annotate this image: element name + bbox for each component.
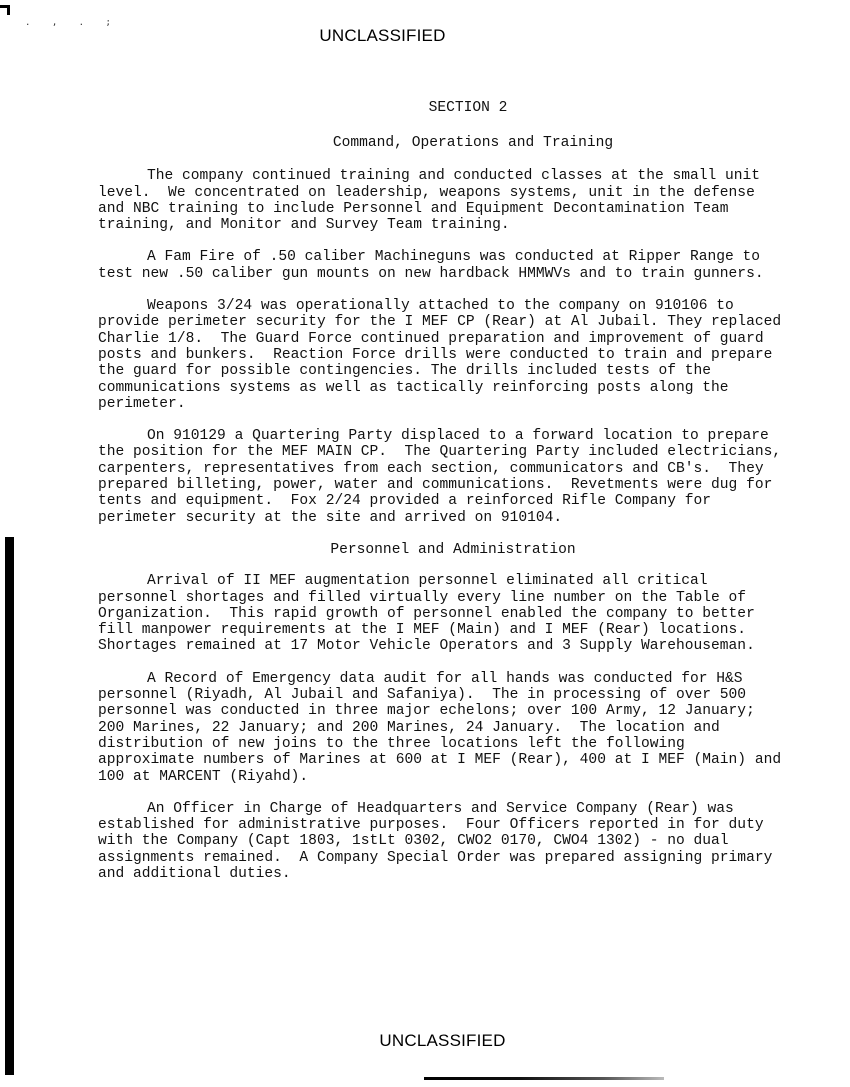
paragraph-fam-fire: A Fam Fire of .50 caliber Machineguns was conducted at Ripper Range to test new .50 caliber gun mounts on new hardback HMMWVs and to train gunners. — [98, 249, 769, 282]
subsection-title: Personnel and Administration — [330, 541, 576, 558]
paragraph-augmentation: Arrival of II MEF augmentation personnel eliminated all critical personnel shortages and filled virtually every line number on the Table of Organization. This rapid growth of personnel enabled the company to better fill manpower requirements at the I MEF (Main) and I MEF (Rear) locations. Shortages remained at 17 Motor Vehicle Operators and 3 Supply Warehouseman. — [98, 573, 764, 655]
paragraph-quartering-party: On 910129 a Quartering Party displaced to a forward location to prepare the position for the MEF MAIN CP. The Quartering Party included electricians, carpenters, representatives from each section, communicators and CB's. They prepared billeting, power, water and communications. Revetments were dug for tents and equipment. Fox 2/24 provided a reinforced Rifle Company for perimeter security at the site and arrived on 910104. — [98, 428, 790, 526]
paragraph-weapons-attachment: Weapons 3/24 was operationally attached to the company on 910106 to provide perimeter security for the I MEF CP (Rear) at Al Jubail. They replaced Charlie 1/8. The Guard Force continued preparation and improvement of guard posts and bunkers. Reaction Force drills were conducted to train and prepare the guard for possible contingencies. The drills included tests of the communications systems as well as tactically reinforcing posts along the perimeter. — [98, 298, 790, 412]
classification-footer: UNCLASSIFIED — [379, 1031, 506, 1050]
paragraph-record-audit: A Record of Emergency data audit for all hands was conducted for H&S personnel (Riyadh, Al Jubail and Safaniya). The in processing of over 500 personnel was conducted in three major echelons; over 100 Army, 12 January; 200 Marines, 22 January; and 200 Marines, 24 January. The location and distribution of new joins to the three locations left the following approximate numbers of Marines at 600 at I MEF (Rear), 400 at I MEF (Main) and 100 at MARCENT (Riyahd). — [98, 670, 790, 785]
scan-edge-left — [5, 537, 14, 1075]
section-number: SECTION 2 — [428, 100, 508, 116]
scan-specks: . , . ; — [25, 18, 119, 28]
scan-edge-bottom — [424, 1077, 664, 1080]
paragraph-training: The company continued training and conducted classes at the small unit level. We concentrated on leadership, weapons systems, unit in the defense and NBC training to include Personnel and Equipment Decontamination Team training, and Monitor and Survey Team training. — [98, 168, 769, 234]
classification-header: UNCLASSIFIED — [319, 26, 446, 45]
section-title: Command, Operations and Training — [332, 135, 614, 151]
paragraph-officer-in-charge: An Officer in Charge of Headquarters and Service Company (Rear) was established for administrative purposes. Four Officers reported in for duty with the Company (Capt 1803, 1stLt 0302, CWO2 0170, CWO4 1302) - no dual assignments remained. A Company Special Order was prepared assigning primary and additional duties. — [98, 800, 782, 882]
document-body — [98, 100, 788, 882]
scan-corner-mark — [0, 5, 10, 8]
